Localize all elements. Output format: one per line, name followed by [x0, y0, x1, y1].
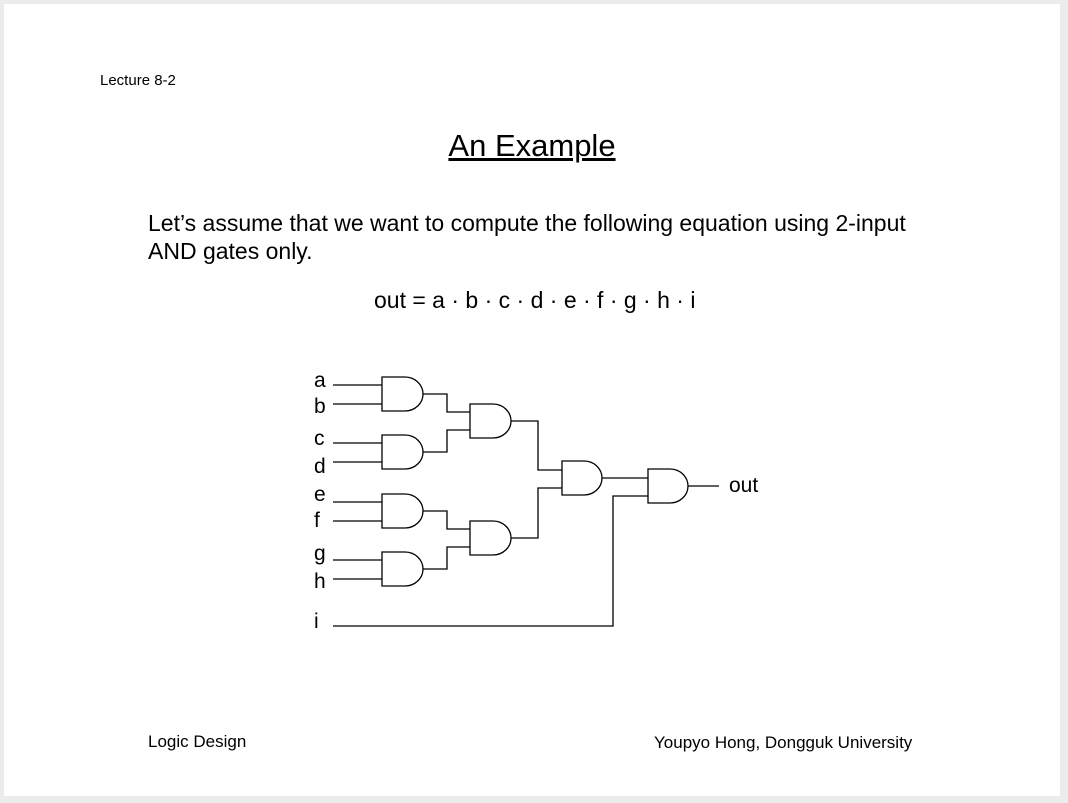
input-label-i: i — [314, 610, 319, 633]
slide-title: An Example — [448, 128, 616, 163]
and-gate-ab — [382, 377, 423, 411]
input-label-d: d — [314, 455, 326, 478]
lecture-number: Lecture 8-2 — [100, 72, 176, 89]
output-label: out — [729, 474, 759, 497]
and-gate-ef — [382, 494, 423, 528]
input-label-f: f — [314, 509, 320, 532]
footer-course: Logic Design — [148, 732, 247, 751]
slide — [4, 4, 1060, 796]
input-label-a: a — [314, 369, 326, 392]
and-gate-abcd — [470, 404, 511, 438]
and-gate-efgh — [470, 521, 511, 555]
and-gate-gh — [382, 552, 423, 586]
and-gate-circuit-diagram — [4, 4, 1060, 796]
circuit-input-labels — [314, 369, 326, 633]
input-label-e: e — [314, 483, 326, 506]
footer-author: Youpyo Hong, Dongguk University — [654, 733, 913, 752]
input-label-g: g — [314, 542, 326, 565]
equation: out = a · b · c · d · e · f · g · h · i — [374, 287, 696, 313]
and-gate-cd — [382, 435, 423, 469]
and-gate-final — [648, 469, 688, 503]
input-label-b: b — [314, 395, 326, 418]
problem-statement: Let’s assume that we want to compute the following equation using 2-input AND gates only. — [148, 210, 906, 264]
and-gate-abcdefgh — [562, 461, 602, 495]
input-label-c: c — [314, 427, 325, 450]
input-label-h: h — [314, 570, 326, 593]
